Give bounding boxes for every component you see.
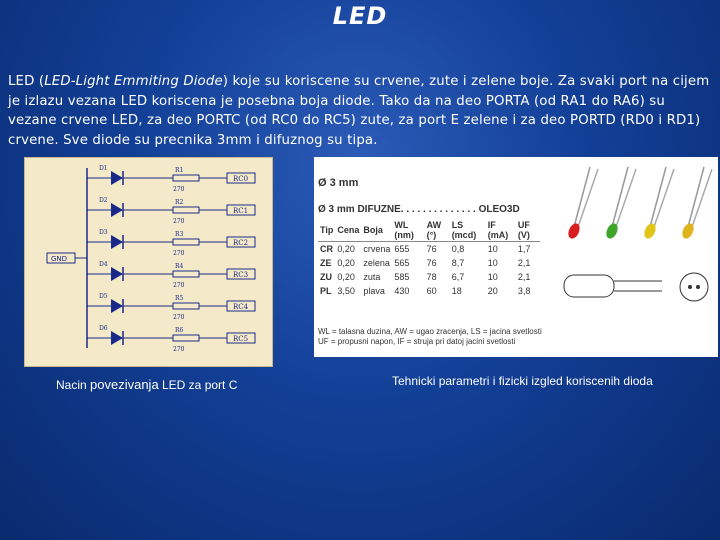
- table-header-1: Cena: [335, 219, 361, 242]
- resistor-value: 270: [173, 282, 185, 289]
- diode-label: D6: [99, 325, 108, 332]
- table-cell: 8,7: [451, 258, 465, 268]
- resistor-value: 270: [173, 250, 185, 257]
- led-row: [87, 229, 255, 257]
- led-front-view: [680, 273, 708, 301]
- port-label: RC0: [233, 175, 249, 183]
- led-outline: [564, 275, 614, 297]
- intro-post: ) koje su koriscene su crvene, zute i zelene boje. Za svaki port na cijem je izlazu vezana LED koriscena je posebna boja diode. Tako da na deo PORTA (od RA1 do RA6) su vezane crvene LED, za deo PORTC (od RC0 do RC5) zute, za port E zelene i za deo PORTD (RD0 i RD1) crvene. Sve diode su precnika 3mm i difuznog su tipa.: [8, 74, 710, 148]
- resistor-label: R3: [175, 231, 184, 238]
- resistor: [173, 207, 199, 213]
- table-cell: 6,7: [451, 272, 465, 282]
- table-cell: 0,8: [451, 244, 465, 254]
- resistor-value: 270: [173, 186, 185, 193]
- led-datasheet: [314, 157, 718, 357]
- port-label: RC2: [233, 239, 249, 247]
- table-cell: 430: [394, 286, 410, 296]
- table-body: [318, 242, 540, 299]
- table-cell: plava: [363, 286, 385, 296]
- resistor-label: R1: [175, 167, 184, 174]
- table-cell: 10: [487, 272, 498, 282]
- table-cell: 0,20: [337, 244, 355, 254]
- table-cell: 0,20: [337, 258, 355, 268]
- diode-label: D5: [99, 293, 108, 300]
- resistor: [173, 335, 199, 341]
- footnote-1: WL = talasna duzina, AW = ugao zracenja, LS = jacina svetlosti: [318, 327, 542, 336]
- datasheet-caption: Tehnicki parametri i fizicki izgled koriscenih dioda: [392, 374, 653, 388]
- table-cell: PL: [320, 286, 332, 296]
- parameters-table: [318, 219, 540, 298]
- table-header-2: Boja: [361, 219, 392, 242]
- led-row: [87, 325, 255, 353]
- diode-symbol: [111, 235, 123, 249]
- table-cell: 3,8: [517, 286, 531, 296]
- table-header-6: IF (mA): [486, 219, 516, 242]
- gnd-label: GND: [51, 255, 68, 263]
- resistor-value: 270: [173, 346, 185, 353]
- table-cell: 10: [487, 244, 498, 254]
- led-schematic: [24, 157, 273, 367]
- resistor-label: R2: [175, 199, 184, 206]
- table-cell: 18: [451, 286, 462, 296]
- table-row: [318, 284, 540, 298]
- table-cell: zuta: [363, 272, 381, 282]
- table-cell: CR: [320, 244, 333, 254]
- table-header-4: AW (°): [425, 219, 450, 242]
- diode-symbol: [111, 171, 123, 185]
- diode-symbol: [111, 267, 123, 281]
- table-cell: 1,7: [517, 244, 531, 254]
- table-cell: 60: [426, 286, 437, 296]
- schematic-caption: [56, 377, 237, 392]
- port-label: RC4: [233, 303, 249, 311]
- table-cell: 0,20: [337, 272, 355, 282]
- table-cell: 565: [394, 258, 410, 268]
- caption-big: povezivanja: [90, 377, 159, 392]
- table-cell: zelena: [363, 258, 390, 268]
- intro-paragraph: [8, 72, 714, 150]
- table-header-row: [318, 219, 540, 242]
- led-row: [87, 261, 255, 289]
- slide-title: LED: [332, 2, 388, 30]
- resistor-label: R6: [175, 327, 184, 334]
- resistor-value: 270: [173, 218, 185, 225]
- led-row: [87, 293, 255, 321]
- table-cell: 20: [487, 286, 498, 296]
- port-label: RC3: [233, 271, 249, 279]
- caption-pre: Nacin: [56, 378, 91, 392]
- diode-symbol: [111, 299, 123, 313]
- table-cell: 655: [394, 244, 410, 254]
- table-header-3: WL (nm): [392, 219, 424, 242]
- resistor-label: R5: [175, 295, 184, 302]
- diode-label: D1: [99, 165, 108, 172]
- diode-symbol: [111, 331, 123, 345]
- resistor: [173, 303, 199, 309]
- table-cell: ZU: [320, 272, 332, 282]
- table-cell: 585: [394, 272, 410, 282]
- table-cell: 76: [426, 244, 437, 254]
- schematic-drawing: [25, 158, 272, 366]
- table-cell: 2,1: [517, 272, 531, 282]
- led-row: [87, 165, 255, 193]
- diode-label: D3: [99, 229, 108, 236]
- resistor-value: 270: [173, 314, 185, 321]
- table-header-5: LS (mcd): [450, 219, 486, 242]
- port-label: RC1: [233, 207, 249, 215]
- port-label: RC5: [233, 335, 249, 343]
- diode-symbol: [111, 203, 123, 217]
- resistor: [173, 175, 199, 181]
- table-row: [318, 256, 540, 270]
- table-cell: crvena: [363, 244, 391, 254]
- resistor-label: R4: [175, 263, 184, 270]
- led-pin: [688, 285, 692, 289]
- table-row: [318, 270, 540, 284]
- intro-italic: LED-Light Emmiting Diode: [44, 74, 223, 89]
- diode-label: D2: [99, 197, 108, 204]
- caption-post: LED za port C: [158, 378, 238, 392]
- table-header-0: Tip: [318, 219, 335, 242]
- resistor: [173, 239, 199, 245]
- table-cell: ZE: [320, 258, 332, 268]
- table-row: [318, 242, 540, 257]
- footnote-2: UF = propusni napon, IF = struja pri datoj jacini svetlosti: [318, 337, 516, 346]
- led-row: [87, 197, 255, 225]
- led-pin: [696, 285, 700, 289]
- table-cell: 10: [487, 258, 498, 268]
- diffuse-heading: Ø 3 mm DIFUZNE. . . . . . . . . . . . . . OLEO3D: [318, 204, 520, 215]
- table-cell: 2,1: [517, 258, 531, 268]
- led-photo-drawing: [542, 157, 718, 357]
- table-header-7: UF (V): [516, 219, 540, 242]
- table-cell: 78: [426, 272, 437, 282]
- diode-label: D4: [99, 261, 108, 268]
- table-cell: 3,50: [337, 286, 355, 296]
- resistor: [173, 271, 199, 277]
- table-cell: 76: [426, 258, 437, 268]
- table-footnote: [318, 327, 542, 347]
- intro-pre: LED (: [8, 74, 45, 89]
- size-heading: Ø 3 mm: [318, 177, 359, 189]
